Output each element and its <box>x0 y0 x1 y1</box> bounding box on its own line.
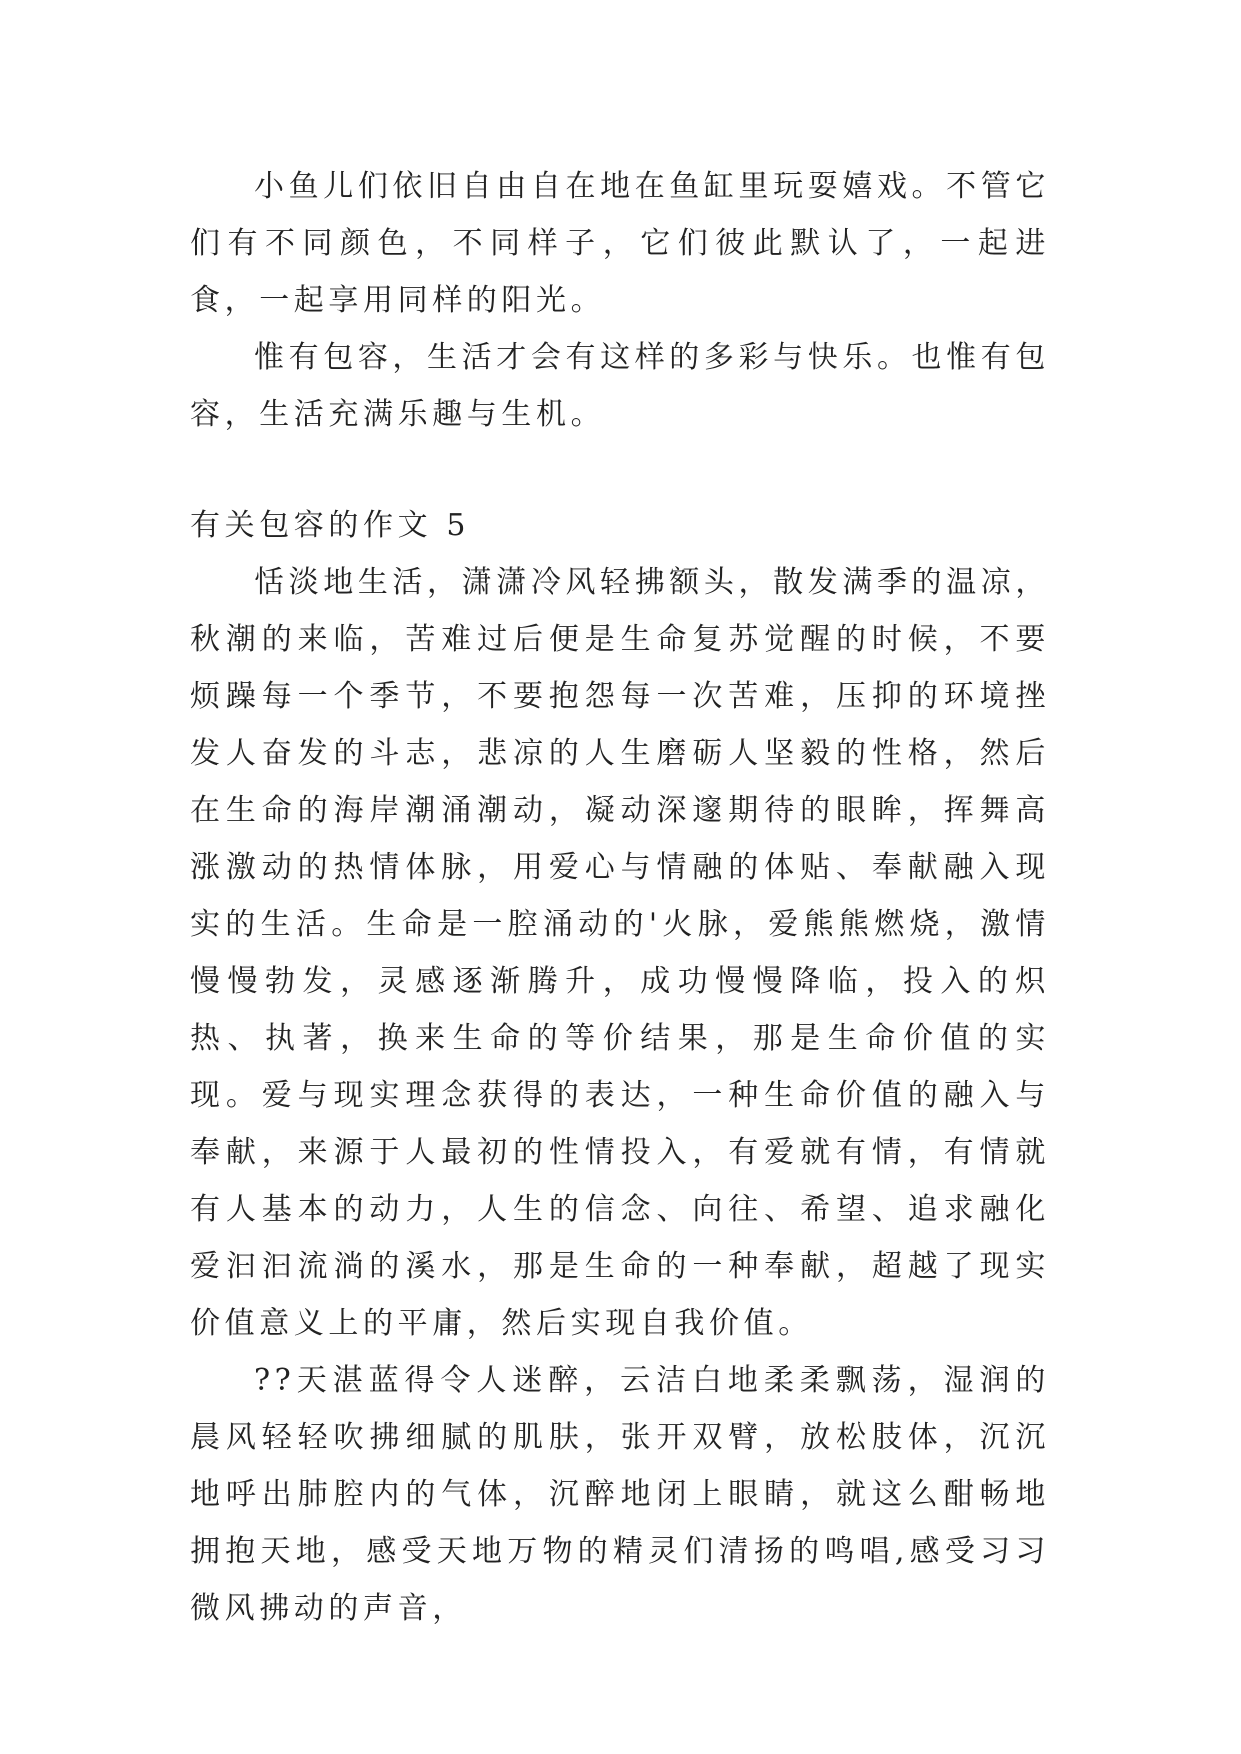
section-spacer <box>190 443 1050 497</box>
paragraph-tolerance: 惟有包容，生活才会有这样的多彩与快乐。也惟有包容，生活充满乐趣与生机。 <box>190 340 1050 432</box>
section-heading: 有关包容的作文 5 <box>190 508 471 543</box>
paragraph-sky: ??天湛蓝得令人迷醉，云洁白地柔柔飘荡，湿润的晨风轻轻吹拂细腻的肌肤，张开双臂，放松肢体，沉沉地呼出肺腔内的气体，沉醉地闭上眼睛，就这么酣畅地拥抱天地，感受天地万物的精灵们清扬的鸣唱,感受习习微风拂动的声音， <box>190 1363 1050 1626</box>
paragraph-fish: 小鱼儿们依旧自由自在地在鱼缸里玩耍嬉戏。不管它们有不同颜色，不同样子，它们彼此默认了，一起进食，一起享用同样的阳光。 <box>190 169 1050 318</box>
document-body <box>190 158 1050 1637</box>
paragraph-life: 恬淡地生活，潇潇冷风轻拂额头，散发满季的温凉，秋潮的来临，苦难过后便是生命复苏觉醒的时候，不要烦躁每一个季节，不要抱怨每一次苦难，压抑的环境挫发人奋发的斗志，悲凉的人生磨砺人坚毅的性格，然后在生命的海岸潮涌潮动，凝动深邃期待的眼眸，挥舞高涨激动的热情体脉，用爱心与情融的体贴、奉献融入现实的生活。生命是一腔涌动的'火脉，爱熊熊燃烧，激情慢慢勃发，灵感逐渐腾升，成功慢慢降临，投入的炽热、执著，换来生命的等价结果，那是生命价值的实现。爱与现实理念获得的表达，一种生命价值的融入与奉献，来源于人最初的性情投入，有爱就有情，有情就有人基本的动力，人生的信念、向往、希望、追求融化爱汩汩流淌的溪水，那是生命的一种奉献，超越了现实价值意义上的平庸，然后实现自我价值。 <box>190 565 1050 1341</box>
